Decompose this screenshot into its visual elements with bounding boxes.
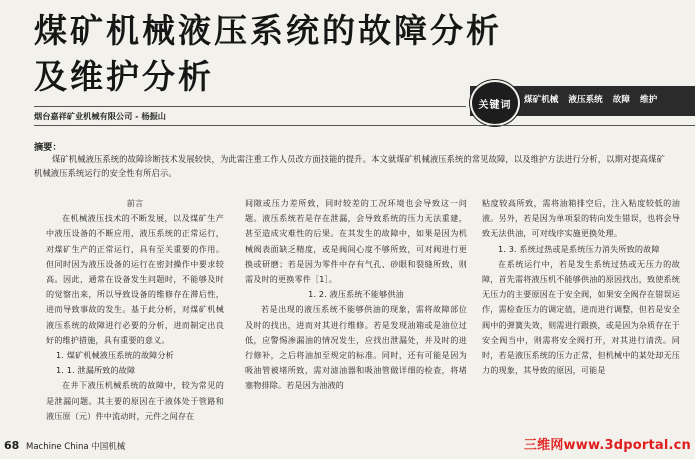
body-column-1 xyxy=(46,196,224,424)
subsection-heading: 1. 2. 液压系统不能够供油 xyxy=(308,289,404,300)
article-title-line-1: 煤矿机械液压系统的故障分析 xyxy=(34,11,502,50)
journal-name: Machine China 中国机械 xyxy=(26,442,126,452)
paragraph: 在井下液压机械系统的故障中，较为常见的是泄漏问题。其主要的原因在于液体处于管路和液压原（元）件中流动时，元件之间存在 xyxy=(46,380,224,421)
abstract-text: 煤矿机械液压系统的故障诊断技术发展较快，为此需注重工作人员改方面技能的提升。本文就煤矿机械液压系统的常见故障，以及维护方法进行分析，以期对提高煤矿机械液压系统运行的安全性有所启示。 xyxy=(34,154,665,178)
paragraph: 间隙或压力差所致，同时较差的工况环境也会导致这一问题。液压系统若是存在泄漏，会导致系统的压力无法重建，甚至造成灾难性的后果。在其发生的故障中，如果是因为机械阀表面缺乏精度，或是阀间心度不够所致，可对阀进行更换或研磨；若是因为零件中存有气孔、砂眼和裂缝所致，则需及时的更换零件［1］。 xyxy=(245,198,467,285)
keyword-item: 维护 xyxy=(639,95,658,105)
page-footer xyxy=(4,439,125,452)
watermark-text: 三维网www.3dportal.cn xyxy=(523,438,691,453)
section-heading: 1. 煤矿机械液压系统的故障分析 xyxy=(56,350,174,361)
keyword-item: 煤矿机械 xyxy=(524,95,559,105)
body-column-3 xyxy=(482,196,680,378)
keyword-item: 液压系统 xyxy=(568,95,603,105)
page-number: 68 xyxy=(4,439,20,452)
author-affiliation: 烟台嘉祥矿业机械有限公司 - 杨振山 xyxy=(34,111,166,121)
keyword-item: 故障 xyxy=(612,95,630,105)
subsection-heading: 1. 3. 系统过热或是系统压力消失所致的故障 xyxy=(498,243,660,254)
paragraph: 在系统运行中，若是发生系统过热或无压力的故障，首先需将液压机不能够供油的原因找出，致使系统无压力的主要原因在于安全阀，如果安全阀存在错误运作，需检查压力的调定值，进而进行调整，但若是安全阀中的弹簧失效，则需进行跟换，或是因为杂质存在于安全阀当中，则需将安全阀打开，对其进行清洗。同时，若是液压系统的压力正常，但机械中的某处却无压力的现象，其导致的原因，可能是 xyxy=(482,258,680,376)
affiliation-rule xyxy=(34,125,695,126)
keywords-badge: 关键词 xyxy=(470,80,520,126)
paragraph: 若是出现的液压系统不能够供油的现象，需将故障部位及时的找出，进而对其进行维修。若是发现油箱或是油位过低，应警惕渗漏油的情况发生，应找出泄漏处，并及时的进行修补，之后将油加至规定的标准。同时，还有可能是因为吸油管被堵所致，需对滤油器和吸油管做详细的检查，将堵塞物排除。若是因为油液的 xyxy=(245,304,467,391)
body-column-2 xyxy=(245,196,467,394)
article-title-line-2: 及维护分析 xyxy=(34,57,214,96)
section-heading-intro: 前言 xyxy=(126,198,144,208)
subsection-heading: 1. 1. 泄漏所致的故障 xyxy=(56,365,136,376)
header-rule xyxy=(34,106,466,107)
abstract-label: 摘要： xyxy=(34,142,62,153)
keywords-list xyxy=(524,93,695,105)
paragraph: 粘度较高所致，需将油箱排空后，注入粘度较低的油液。另外，若是因为单项泵的转向发生错误，也将会导致无法供油，可对线序实施更换处理。 xyxy=(482,198,680,239)
paragraph: 在机械液压技术的不断发展，以及煤矿生产中液压设备的不断应用，液压系统的正常运行，对煤矿生产的正常运行，具有至关重要的作用。但同时因为液压设备的运行在密封操作中要求较高。因此，通常在设备发生问题时，不能够及时的觉察出来，所以导致设备的维修存在滞后性，进而导致事故的发生。基于此分析，对煤矿机械液压系统的故障进行必要的分析，进而制定出良好的维护措施，具有重要的意义。 xyxy=(46,213,224,345)
